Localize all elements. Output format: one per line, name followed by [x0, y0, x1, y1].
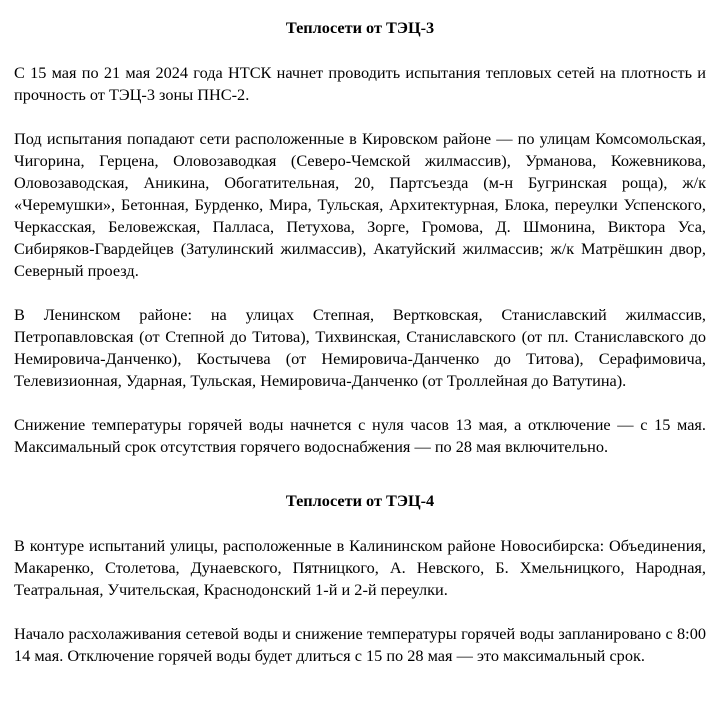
section-title-tec4: Теплосети от ТЭЦ-4 — [285, 491, 435, 510]
section-title-tec3: Теплосети от ТЭЦ-3 — [285, 18, 435, 37]
paragraph-tec3-intro: С 15 мая по 21 мая 2024 года НТСК начнет проводить испытания тепловых сетей на плотность и прочность от ТЭЦ-3 зоны ПНС-2. — [14, 63, 706, 104]
paragraph-tec4-streets: В контуре испытаний улицы, расположенные в Калининском районе Новосибирска: Объединения, Макаренко, Столетова, Дунаевского, Пятницкого, А. Невского, Б. Хмельницкого, Народная, Театральная, Учительская, Краснодонский 1-й и 2-й переулки. — [14, 536, 706, 599]
paragraph-tec3-leninsky: В Ленинском районе: на улицах Степная, Вертковская, Станиславский жилмассив, Петропавловская (от Степной до Титова), Тихвинская, Станиславского (от пл. Станиславского до Немировича-Данченко), Костычева (от Немировича-Данченко до Титова), Серафимовича, Телевизионная, Ударная, Тульская, Немировича-Данченко (от Троллейная до Ватутина). — [14, 305, 706, 390]
paragraph-tec3-schedule: Снижение температуры горячей воды начнется с нуля часов 13 мая, а отключение — с 15 мая. Максимальный срок отсутствия горячего водоснабжения — по 28 мая включительно. — [14, 415, 706, 456]
paragraph-tec3-kirovsky: Под испытания попадают сети расположенные в Кировском районе — по улицам Комсомольская, Чигорина, Герцена, Оловозаводкая (Северо-Чемской жилмассив), Урманова, Кожевникова, Оловозаводская, Аникина, Обогатительная, 20, Партсъезда (м-н Бугринская роща), ж/к «Черемушки», Бетонная, Бурденко, Мира, Тульская, Архитектурная, Блока, переулки Успенского, Черкасская, Беловежская, Палласа, Петухова, Зорге, Громова, Д. Шмонина, Виктора Уса, Сибиряков-Гвардейцев (Затулинский жилмассив), Акатуйский жилмассив; ж/к Матрёшкин двор, Северный проезд. — [14, 129, 706, 280]
paragraph-tec4-schedule: Начало расхолаживания сетевой воды и снижение температуры горячей воды запланировано с 8:00 14 мая. Отключение горячей воды будет длиться с 15 по 28 мая — это максимальный срок. — [14, 624, 706, 665]
